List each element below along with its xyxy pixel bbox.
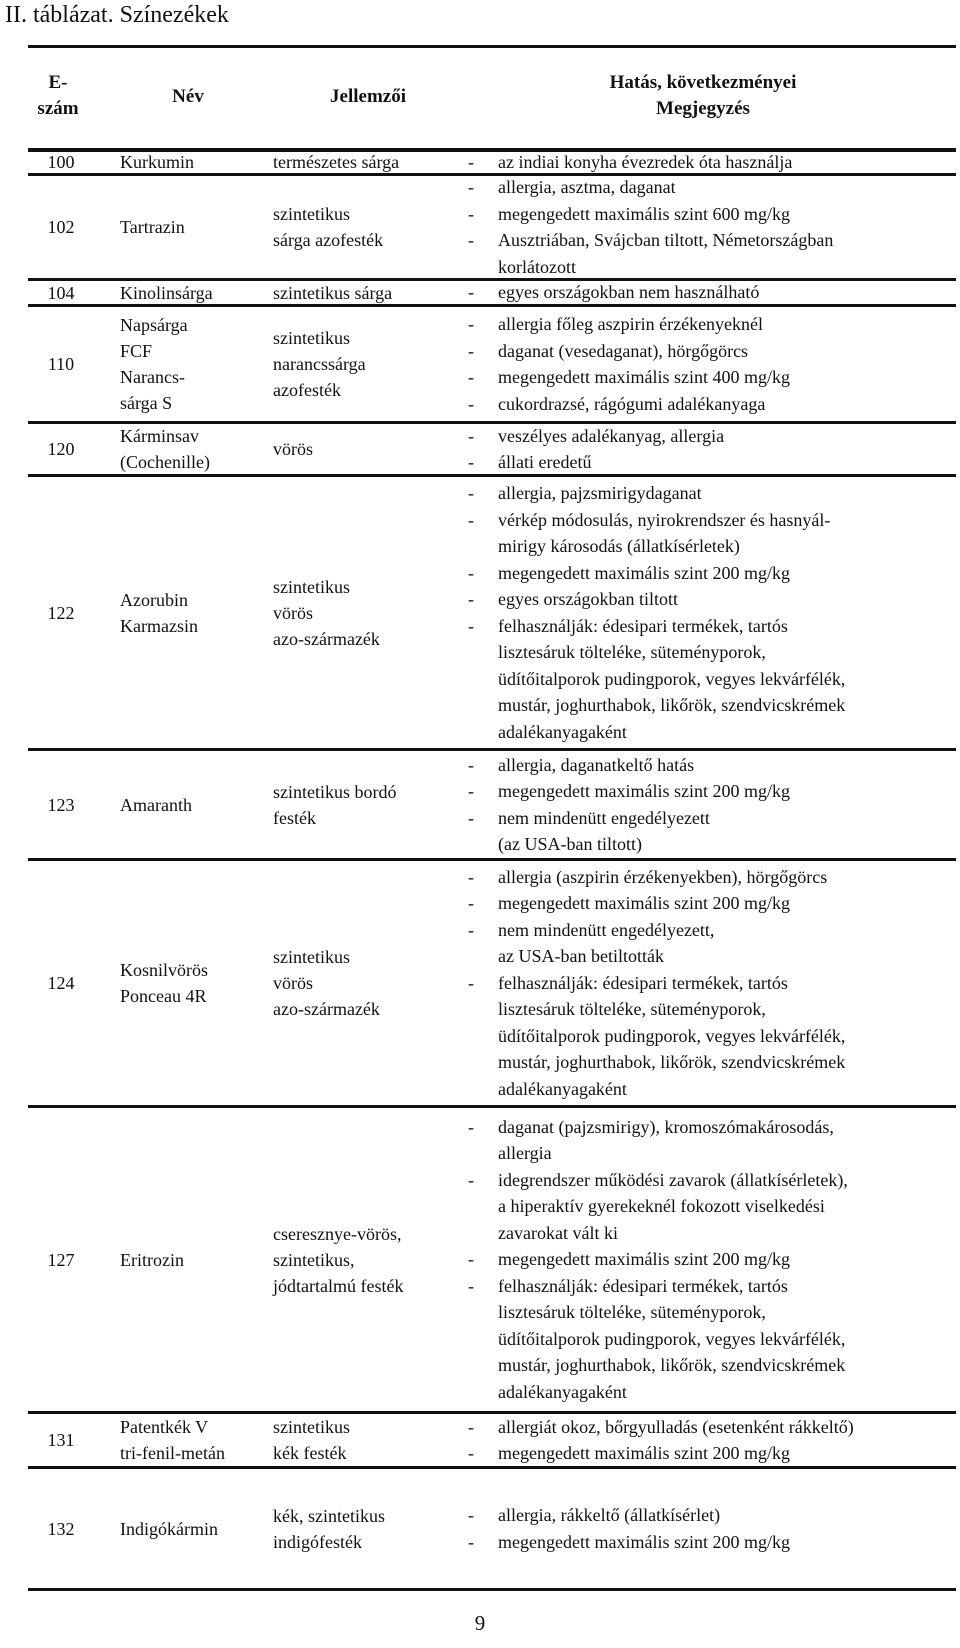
colorant-name: Tartrazin [120,217,185,237]
effect-text: allergia, pajzsmirigydaganat [498,483,702,503]
effect-item [466,338,790,365]
effect-text: megengedett maximális szint 200 mg/kg [498,1531,790,1552]
colorant-characteristics: természetes sárga [273,152,400,172]
effect-item [466,1273,848,1406]
effect-item [466,227,833,280]
colorant-name: Kárminsav (Cochenille) [120,426,210,472]
effect-item [466,311,790,338]
effect-item [466,1167,848,1247]
dash-bullet: - [468,1275,474,1296]
effect-text: allergia (aszpirin érzékenyekben), hörgőgörcs [498,866,828,887]
effect-text: állati eredetű [498,452,592,472]
table-caption: II. táblázat. Színezékek [5,2,229,28]
page-number: 9 [474,1611,486,1635]
dash-bullet: - [468,151,474,172]
colorant-characteristics: kék, szintetikus indigófesték [273,1505,385,1552]
dash-bullet: - [468,483,474,503]
effect-text: vérkép módosulás, nyirokrendszer és hasnyál- mirigy károsodás (állatkísérletek) [498,509,831,556]
effect-item [466,201,833,228]
dash-bullet: - [468,177,474,197]
effects-list [466,1414,854,1467]
effect-text: allergia főleg aszpirin érzékenyeknél [498,314,764,334]
dash-bullet: - [468,1416,474,1437]
dash-bullet: - [468,230,474,250]
effect-item [466,560,845,587]
effects-list [466,480,845,745]
effect-item [466,778,790,805]
dash-bullet: - [468,972,474,993]
effect-text: egyes országokban nem használható [498,282,760,303]
effect-item [466,1502,790,1529]
dash-bullet: - [468,452,474,472]
effect-text: megengedett maximális szint 200 mg/kg [498,1249,790,1270]
effect-item [466,423,724,450]
dash-bullet: - [468,282,474,303]
effect-item [466,449,724,476]
dash-bullet: - [468,781,474,801]
e-number: 110 [47,354,75,374]
effect-text: megengedett maximális szint 200 mg/kg [498,781,790,801]
e-number: 131 [47,1430,75,1450]
effect-item [466,805,790,858]
effect-item [466,864,845,891]
effect-text: Ausztriában, Svájcban tiltott, Németországban korlátozott [498,230,834,277]
colorant-name: Kinolinsárga [120,282,213,303]
effect-text: megengedett maximális szint 200 mg/kg [498,1443,790,1463]
effect-text: veszélyes adalékanyag, allergia [498,425,725,446]
dash-bullet: - [468,367,474,387]
effect-text: allergia, daganatkeltő hatás [498,754,695,775]
dash-bullet: - [468,1249,474,1270]
colorant-name: Amaranth [120,794,192,815]
effects-list [466,864,845,1103]
dash-bullet: - [468,203,474,224]
table-row [28,281,956,307]
table-row [28,1414,956,1469]
effect-text: felhasználják: édesipari termékek, tartós lisztesáruk töltelékе, süteményporok, üdítőitalporok pudingporok, vegyes lekvárfélék, mustár, joghurthabok, likőrök, szendvicskrémek adalékanyagaként [498,1275,846,1402]
effects-list [466,1502,790,1555]
e-number: 122 [47,602,75,623]
colorant-name: Kosnilvörös Ponceau 4R [120,960,209,1006]
dash-bullet: - [468,425,474,446]
colorant-characteristics: szintetikus vörös azo-származék [273,947,380,1019]
colorant-name: Eritrozin [120,1249,184,1270]
dash-bullet: - [468,866,474,887]
effect-item [466,480,845,507]
colorant-characteristics: szintetikus kék festék [273,1417,350,1463]
table-row [28,751,956,861]
dash-bullet: - [468,754,474,775]
effect-item [466,586,845,613]
header-name: Név [172,86,204,107]
effect-text: allergia, asztma, daganat [498,177,676,197]
effect-item [466,1440,854,1467]
colorant-characteristics: vörös [273,439,313,459]
effect-text: megengedett maximális szint 400 mg/kg [498,367,790,387]
colorant-characteristics: szintetikus bordó festék [273,781,397,828]
dash-bullet: - [468,893,474,914]
dash-bullet: - [468,919,474,940]
dash-bullet: - [468,615,474,636]
effect-item [466,1529,790,1556]
effects-list [466,149,792,176]
effect-text: megengedett maximális szint 200 mg/kg [498,562,790,583]
effect-item [466,1246,848,1273]
table-row [28,1469,956,1588]
e-number: 120 [47,439,75,459]
effect-text: nem mindenütt engedélyezett (az USA-ban tiltott) [498,807,710,854]
dash-bullet: - [468,393,474,414]
dash-bullet: - [468,1531,474,1552]
effect-item [466,1114,848,1167]
table-row [28,151,956,176]
effect-text: az indiai konyha évezredek óta használja [498,151,793,172]
header-characteristics: Jellemzői [330,86,406,107]
colorant-characteristics: cseresznye-vörös, szintetikus, jódtartalmú festék [273,1223,404,1296]
e-number: 132 [47,1518,75,1539]
colorant-characteristics: szintetikus vörös azo-származék [273,576,380,649]
effect-text: idegrendszer működési zavarok (állatkísérletek), a hiperaktív gyerekeknél fokozott viselkedési zavarokat vált ki [498,1169,848,1243]
effect-text: felhasználják: édesipari termékek, tartós lisztesáruk töltelékе, süteményporok, üdítőitalporok pudingporok, vegyes lekvárfélék, mustár, joghurthabok, likőrök, szendvicskrémek adalékanyagaként [498,615,846,742]
effect-text: nem mindenütt engedélyezett, az USA-ban betiltották [498,919,715,967]
table-row [28,477,956,751]
e-number: 100 [47,152,75,172]
dash-bullet: - [468,1169,474,1190]
colorants-table [28,45,956,1591]
table-row [28,424,956,477]
effect-text: allergia, rákkeltő (állatkísérlet) [498,1505,721,1525]
effects-list [466,752,790,858]
colorant-name: Napsárga FCF Narancs- sárga S [120,315,188,413]
effects-list [466,174,833,280]
effect-text: cukordrazsé, rágógumi adalékanyaga [498,393,766,414]
effects-list [466,423,724,476]
dash-bullet: - [468,562,474,583]
effect-item [466,890,845,917]
effect-text: daganat (pajzsmirigy), kromoszómakárosodás, allergia [498,1116,834,1164]
e-number: 124 [47,973,75,993]
effect-text: daganat (vesedaganat), hörgőgörcs [498,340,749,361]
dash-bullet: - [468,340,474,361]
colorant-name: Azorubin Karmazsin [120,589,198,636]
effect-item [466,917,845,970]
dash-bullet: - [468,1505,474,1525]
header-effects: Hatás, következményei Megjegyzés [609,72,797,119]
effect-text: megengedett maximális szint 200 mg/kg [498,893,790,914]
effect-item [466,752,790,779]
effect-item [466,970,845,1103]
dash-bullet: - [468,1116,474,1137]
e-number: 127 [47,1249,75,1270]
colorant-name: Patentkék V tri-fenil-metán [120,1417,225,1463]
effects-list [466,311,790,417]
colorant-name: Kurkumin [120,152,194,172]
colorant-name: Indigókármin [120,1518,218,1539]
effect-item [466,149,792,176]
effect-item [466,507,845,560]
table-row [28,176,956,281]
e-number: 102 [47,217,75,237]
table-row [28,307,956,424]
effect-item [466,364,790,391]
effects-list [466,1114,848,1406]
colorant-characteristics: szintetikus narancssárga azofesték [273,328,366,400]
dash-bullet: - [468,589,474,609]
dash-bullet: - [468,314,474,334]
effect-text: egyes országokban tiltott [498,589,678,609]
effect-item [466,279,759,306]
effect-item [466,174,833,201]
effect-item [466,613,845,746]
dash-bullet: - [468,509,474,530]
effect-text: allergiát okoz, bőrgyulladás (esetenként rákkeltő) [498,1416,854,1437]
dash-bullet: - [468,1443,474,1463]
effects-list [466,279,759,306]
table-row [28,861,956,1108]
colorant-characteristics: szintetikus sárga azofesték [273,204,384,250]
colorant-characteristics: szintetikus sárga [273,282,393,303]
table-row [28,1108,956,1414]
header-enum: E- szám [37,72,79,119]
effect-item [466,391,790,418]
effect-text: felhasználják: édesipari termékek, tartós lisztesáruk töltelékе, süteményporok, üdítőitalporok pudingporok, vegyes lekvárfélék, mustár, joghurthabok, likőrök, szendvicskrémek adalékanyagaként [498,972,846,1099]
e-number: 104 [47,282,75,303]
e-number: 123 [47,794,75,815]
dash-bullet: - [468,807,474,828]
effect-item [466,1414,854,1441]
effect-text: megengedett maximális szint 600 mg/kg [498,203,790,224]
table-header [28,48,956,152]
